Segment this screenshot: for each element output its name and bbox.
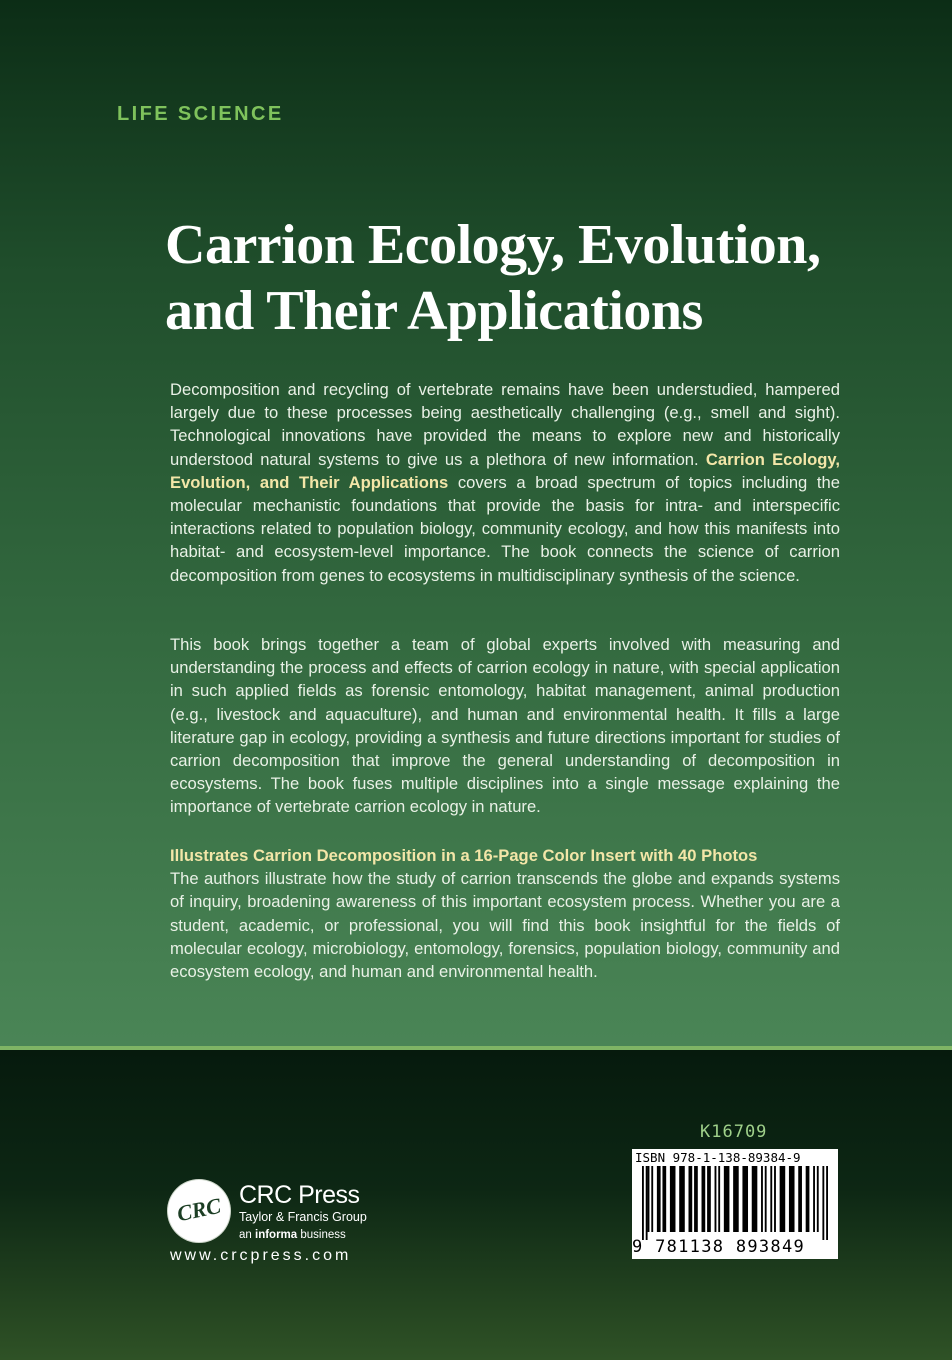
description-paragraph-1 [170,378,840,587]
barcode-bar [813,1166,815,1232]
barcode-bar [657,1166,661,1232]
publisher-name: CRC Press [239,1181,360,1209]
tagline-prefix: an [239,1229,255,1241]
barcode-bar [679,1166,685,1232]
barcode-bar [761,1166,763,1232]
product-code: K16709 [700,1122,768,1142]
barcode-bar [789,1166,795,1232]
barcode-bar [765,1166,767,1232]
barcode-bar [724,1166,730,1232]
barcode-bar [651,1166,653,1232]
barcode-bar [689,1166,693,1232]
barcode-bar [817,1166,819,1232]
barcode-bar [648,1166,650,1232]
barcode-guard-bar [822,1166,824,1240]
publisher-website: www.crcpress.com [170,1247,352,1264]
barcode-guard-bar [646,1166,648,1240]
barcode-bar [798,1166,802,1232]
barcode-bar [742,1166,748,1232]
barcode-bar [806,1166,810,1232]
tagline-bold: informa [255,1229,298,1241]
paragraph-1-text-b: covers a broad spectrum of topics including the molecular mechanistic foundations that provide the basis for intra- and interspecific interactions related to population biology, community ecology, and how this manifests into habitat- and ecosystem-level importance. The book connects the science of carrion decomposition from genes to ecosystems in multidisciplinary synthesis of the science. [170,472,840,585]
barcode-digits: 9 781138 893849 [632,1237,806,1257]
barcode-bar [752,1166,758,1232]
barcode-bar [780,1166,786,1232]
section-text: The authors illustrate how the study of carrion transcends the globe and expands systems of inquiry, broadening awareness of this important ecosystem process. Whether you are a student, academic, or professional, you will find this book insightful for the fields of molecular ecology, microbiology, entomology, forensics, population biology, community and ecosystem ecology, and human and environmental health. [170,869,840,982]
crc-logo-text: CRC [174,1192,224,1227]
tagline-suffix: business [297,1229,346,1241]
barcode-bar [670,1166,676,1232]
barcode-bar [707,1166,711,1232]
barcode-bar [702,1166,706,1232]
description-paragraph-2: This book brings together a team of global experts involved with measuring and understanding the process and effects of carrion ecology in nature, with special application in such applied fields as forensic entomology, habitat management, animal production (e.g., livestock and aquaculture), and human and environmental health. It fills a large literature gap in ecology, providing a synthesis and future directions important for studies of carrion decomposition that improve the general understanding of decomposition in ecosystems. The book fuses multiple disciplines into a single message explaining the importance of vertebrate carrion ecology in nature. [170,635,840,817]
barcode-guard-bar [642,1166,644,1240]
barcode-guard-bar [826,1166,828,1240]
paragraph-1-book-title: Carrion Ecology, Evolution, and Their Applications [170,449,840,492]
barcode-bars [642,1166,828,1240]
barcode-bar [715,1166,717,1232]
title-line-1: Carrion Ecology, Evolution, [165,214,821,276]
barcode-bar [662,1166,666,1232]
title-line-2: and Their Applications [165,280,703,342]
barcode-bar [774,1166,776,1232]
section-heading: Illustrates Carrion Decomposition in a 16-Page Color Insert with 40 Photos [170,846,758,865]
barcode-bar [718,1166,720,1232]
book-title [165,212,885,344]
paragraph-1-text-a: Decomposition and recycling of vertebrate remains have been understudied, hampered largely due to these processes being aesthetically challenging (e.g., smell and sight). Technological innovations have provided the means to explore new and historically understood natural systems to give us a plethora of new information. [170,380,840,469]
barcode-bar [770,1166,772,1232]
barcode-bar [733,1166,739,1232]
publisher-group: Taylor & Francis Group [239,1210,367,1224]
description-paragraph-3 [170,844,840,983]
publisher-tagline [239,1229,346,1241]
isbn-label: ISBN 978-1-138-89384-9 [635,1150,801,1165]
crc-logo [168,1180,230,1242]
barcode-bar [694,1166,698,1232]
barcode [632,1149,838,1259]
category-label: LIFE SCIENCE [117,103,284,125]
